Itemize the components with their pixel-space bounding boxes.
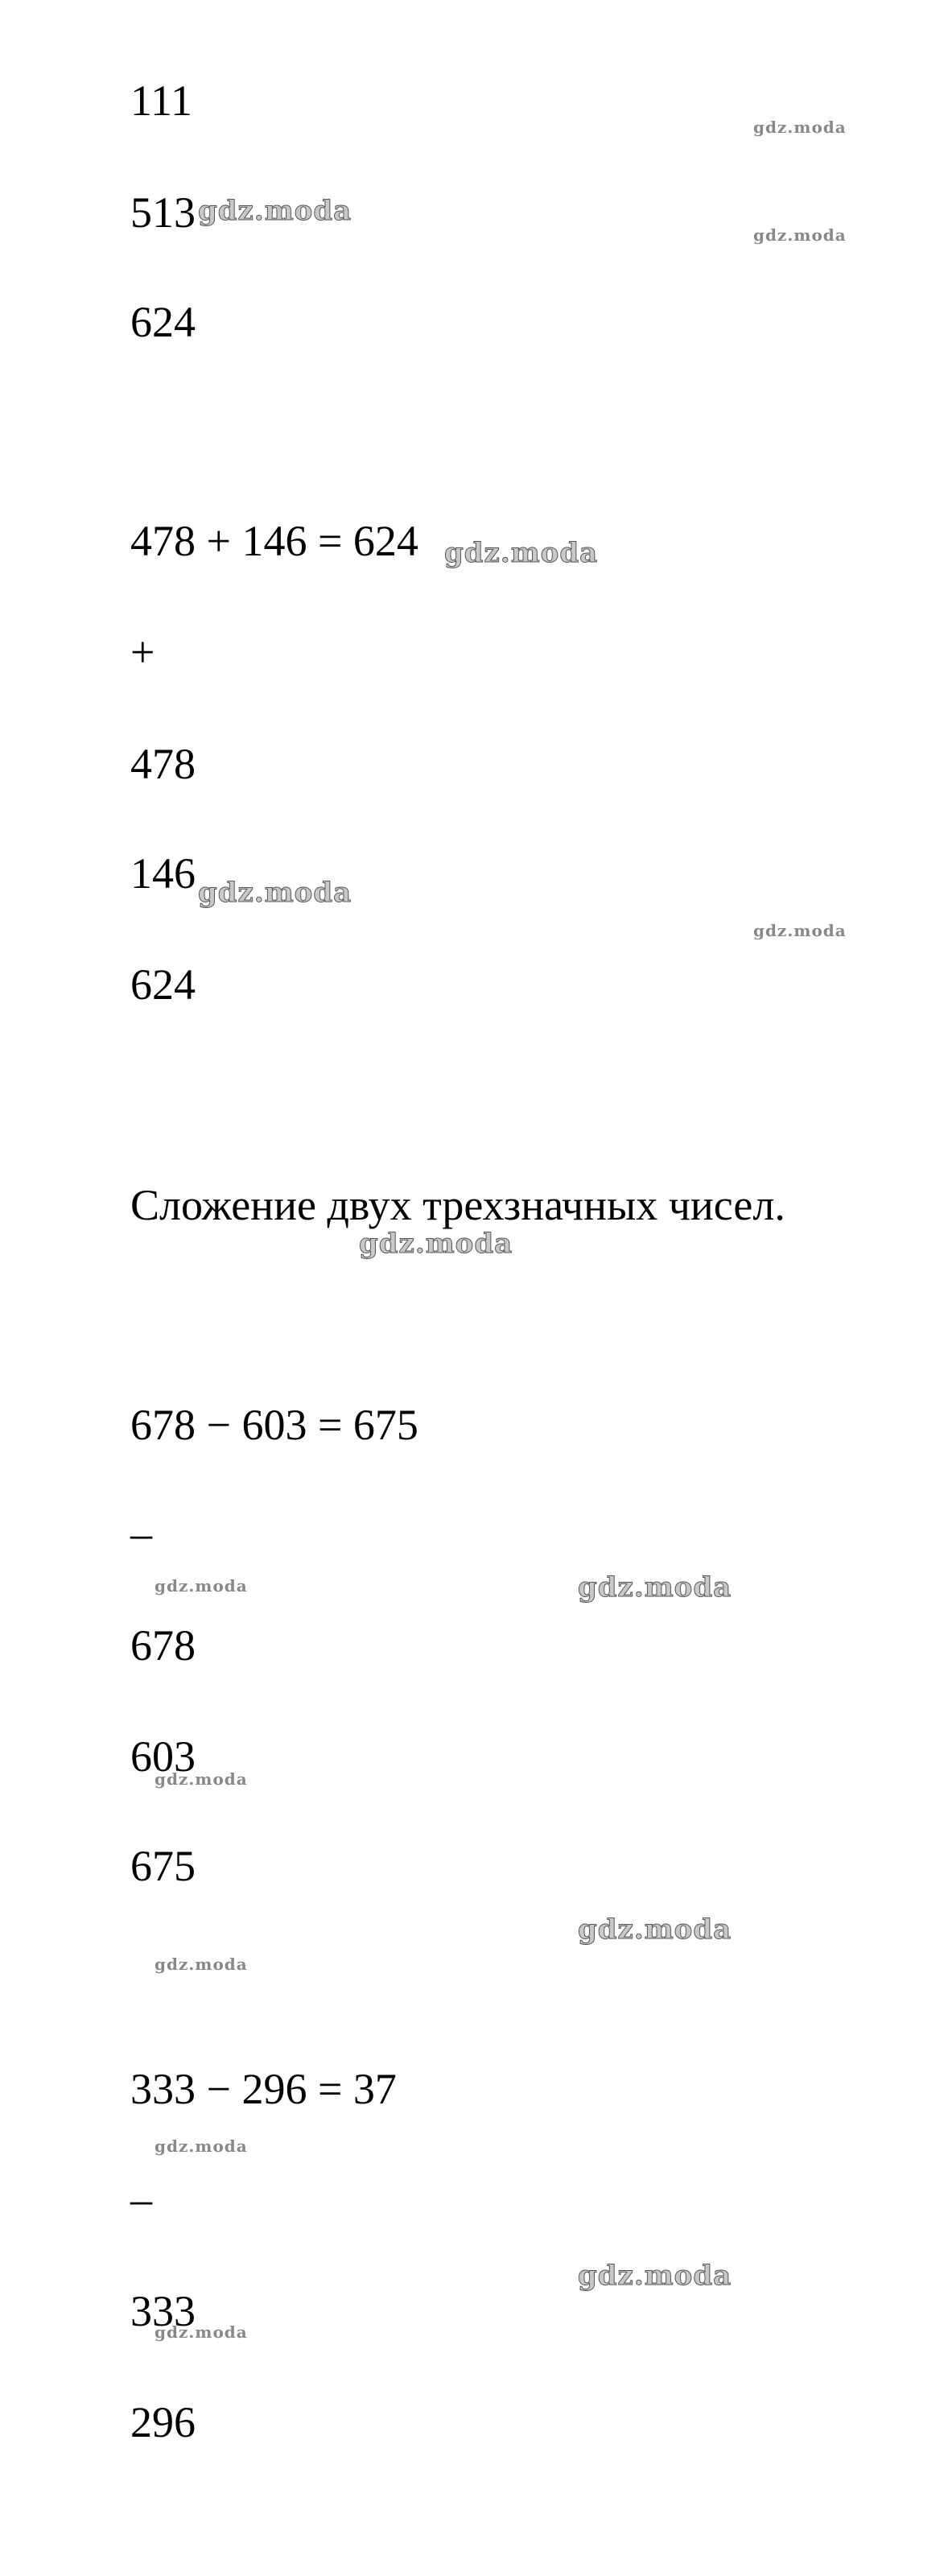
addend-146: 146 (130, 849, 196, 898)
equation-addition: 478 + 146 = 624 (130, 517, 418, 565)
heading-text: Сложение двух трехзначных чисел. (130, 1181, 785, 1229)
watermark: gdz.moda (198, 195, 352, 227)
equation-subtraction-2: 333 − 296 = 37 (130, 2065, 397, 2113)
line-513: 513 (130, 188, 196, 237)
equation-subtraction-1: 678 − 603 = 675 (130, 1401, 418, 1449)
watermark: gdz.moda (155, 1576, 248, 1596)
watermark: gdz.moda (753, 118, 847, 137)
addend-478: 478 (130, 740, 196, 788)
subtrahend-296: 296 (130, 2398, 196, 2446)
watermark: gdz.moda (155, 2136, 248, 2156)
difference-675: 675 (130, 1842, 196, 1890)
watermark: gdz.moda (753, 225, 847, 245)
watermark: gdz.moda (753, 921, 847, 940)
sum-624: 624 (130, 960, 196, 1009)
minus-sign-1: – (130, 1509, 152, 1558)
watermark: gdz.moda (198, 877, 352, 909)
watermark: gdz.moda (359, 1228, 513, 1260)
watermark: gdz.moda (444, 537, 599, 569)
line-624: 624 (130, 298, 196, 346)
watermark: gdz.moda (578, 1571, 732, 1604)
watermark: gdz.moda (155, 1955, 248, 1974)
subtrahend-603: 603 (130, 1732, 196, 1781)
plus-sign: + (130, 628, 155, 676)
line-111: 111 (130, 76, 192, 125)
watermark: gdz.moda (155, 1769, 248, 1789)
minus-sign-2: – (130, 2175, 152, 2223)
watermark: gdz.moda (155, 2322, 248, 2342)
minuend-333: 333 (130, 2287, 196, 2335)
minuend-678: 678 (130, 1621, 196, 1670)
watermark: gdz.moda (578, 1913, 732, 1946)
watermark: gdz.moda (578, 2260, 732, 2292)
